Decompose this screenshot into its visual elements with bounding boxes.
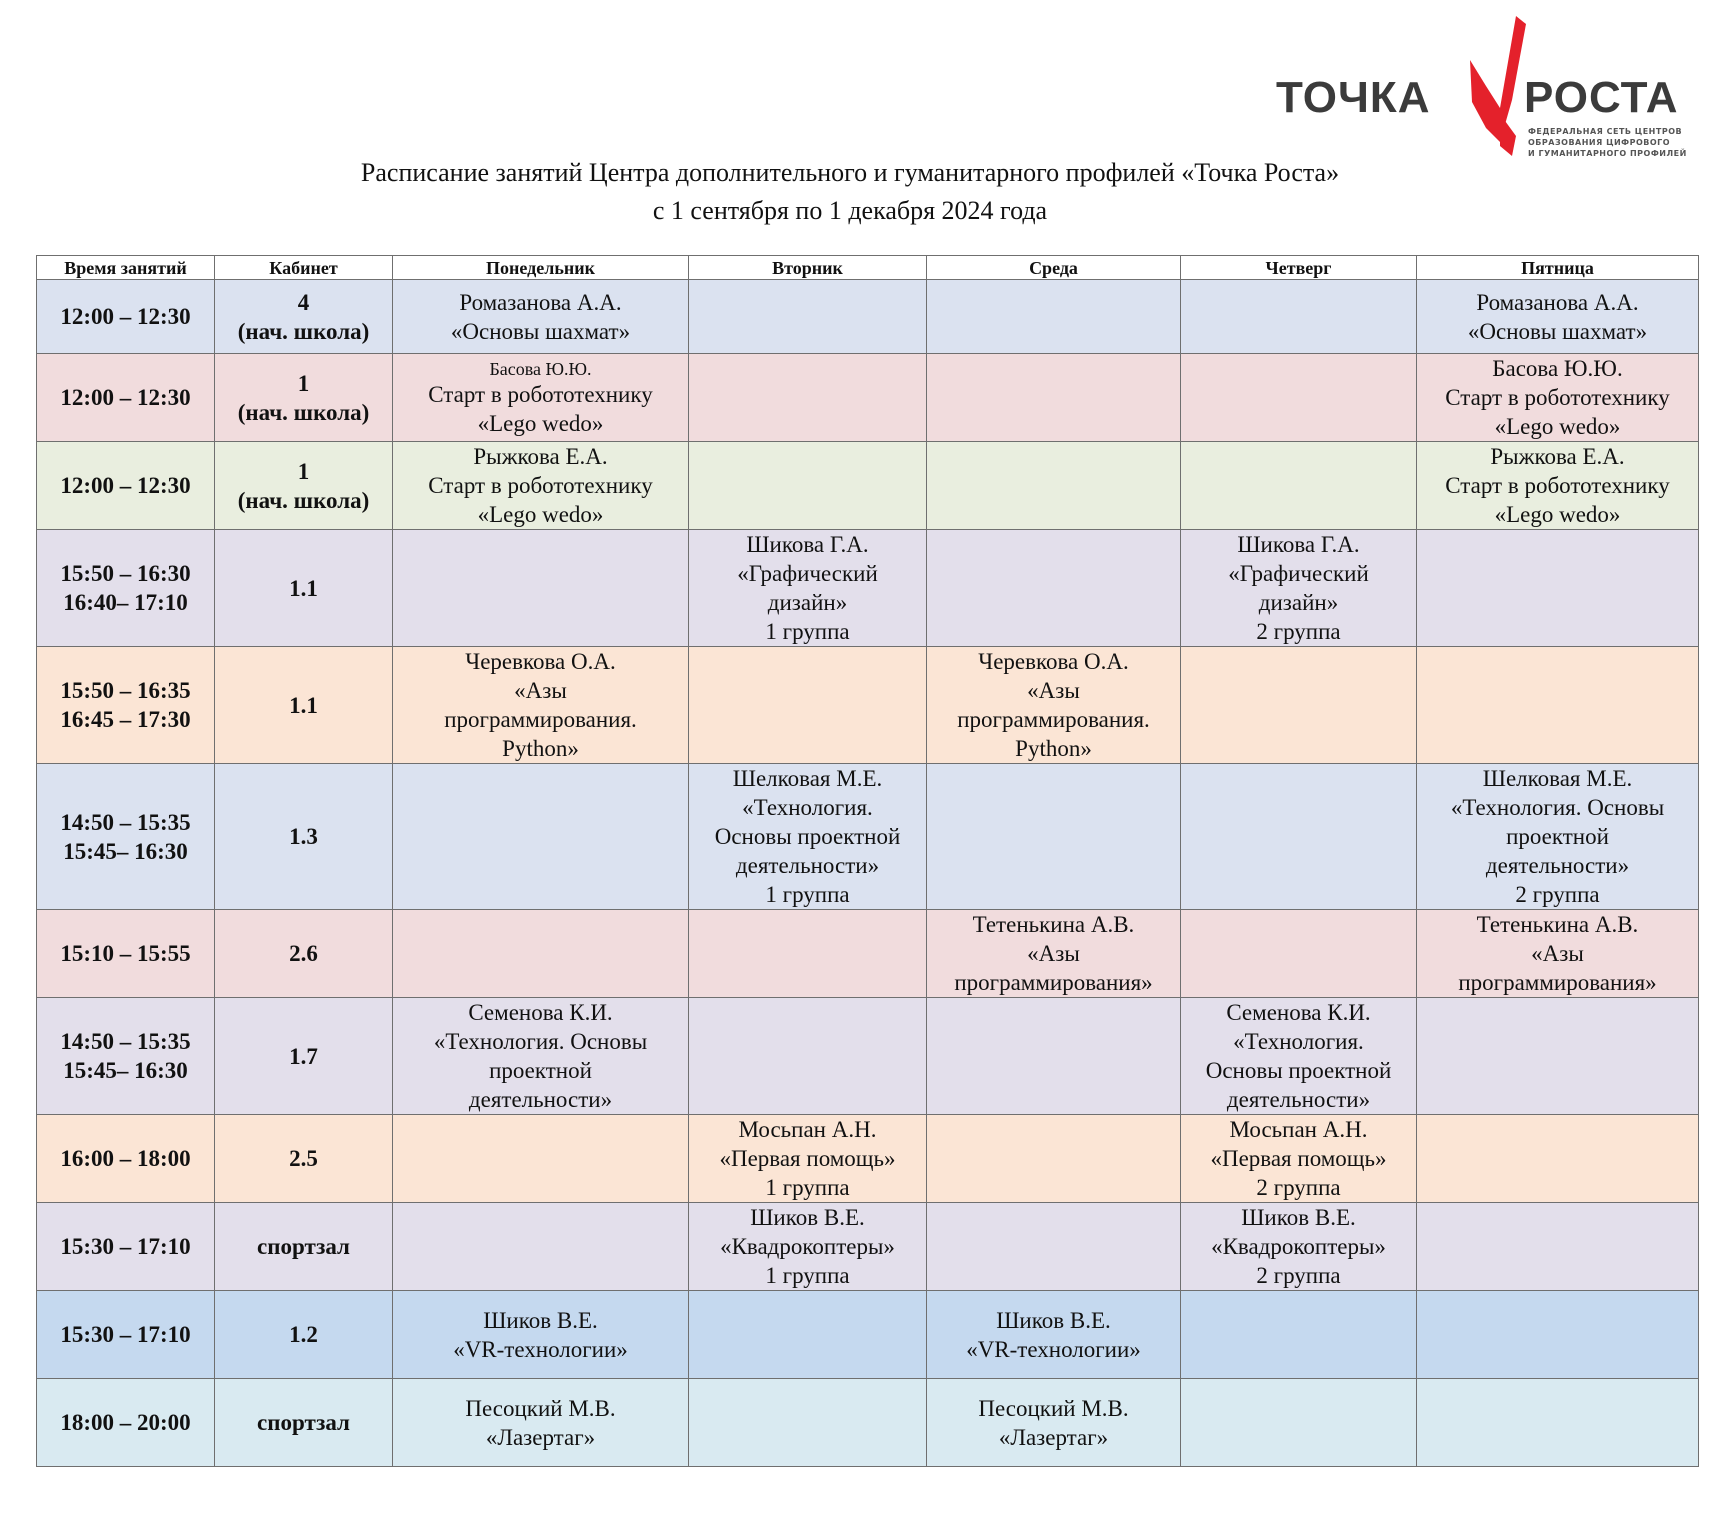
cell-tuesday [689,1203,927,1291]
cell-line: «Азы [514,678,567,703]
table-row [37,910,1699,998]
cell-line: Шиков В.Е. [750,1205,865,1230]
time-cell [37,1115,215,1203]
time-cell [37,764,215,910]
cell-line: 2 группа [1256,619,1341,644]
cell-friday [1417,530,1699,647]
cell-line: спортзал [257,1234,350,1259]
cell-line: дизайн» [1258,590,1339,615]
logo-subtitle-line: ФЕДЕРАЛЬНАЯ СЕТЬ ЦЕНТРОВ [1528,127,1683,136]
cell-line: Python» [502,736,579,761]
cell-thursday [1181,1203,1417,1291]
cell-line: 4 [297,289,310,315]
logo-subtitle-line: И ГУМАНИТАРНОГО ПРОФИЛЕЙ [1528,149,1687,158]
time-cell [37,530,215,647]
cell-line: Старт в робототехнику [1445,385,1670,410]
cell-line: «Технология. [742,795,873,820]
cell-line: Песоцкий М.В. [978,1395,1129,1421]
cell-line: «VR-технологии» [966,1336,1141,1362]
cell-line: «Основы шахмат» [450,318,631,344]
cell-line: Основы проектной [714,824,901,849]
cell-line: 15:50 – 16:30 [60,561,191,586]
cell-wednesday [927,280,1181,354]
cell-wednesday [927,354,1181,442]
cell-line: 15:45– 16:30 [63,1058,188,1083]
cell-line: деятельности» [1485,853,1630,878]
logo-subtitle-line: ОБРАЗОВАНИЯ ЦИФРОВОГО [1528,138,1671,147]
cell-wednesday [927,1203,1181,1291]
room-cell [215,647,393,764]
cell-line: «Технология. [1233,1029,1364,1054]
column-header-friday: Пятница [1417,256,1699,280]
cell-line: программирования. [957,707,1150,732]
cell-line: программирования» [1458,970,1657,995]
cell-monday [393,442,689,530]
cell-tuesday [689,910,927,998]
time-cell [37,910,215,998]
cell-line: Тетенькина А.В. [1476,912,1639,937]
column-header-tuesday: Вторник [689,256,927,280]
cell-line: 16:00 – 18:00 [60,1146,191,1171]
cell-line: Черевкова О.А. [465,649,616,674]
time-cell [37,442,215,530]
cell-monday [393,530,689,647]
cell-line: «Квадрокоптеры» [720,1234,895,1259]
cell-line: Ромазанова А.А. [1476,289,1639,315]
time-cell [37,280,215,354]
cell-line: Основы проектной [1205,1058,1392,1083]
cell-tuesday [689,647,927,764]
cell-line: 1 [297,458,310,484]
cell-line: дизайн» [767,590,848,615]
cell-wednesday [927,1115,1181,1203]
room-cell [215,442,393,530]
cell-line: 15:45– 16:30 [63,838,188,864]
cell-line: «Лазертаг» [998,1424,1109,1450]
cell-line: деятельности» [468,1087,613,1112]
cell-line: 1.7 [289,1043,318,1069]
cell-line: Шиков В.Е. [996,1307,1111,1333]
cell-wednesday [927,910,1181,998]
room-cell [215,764,393,910]
column-header-time: Время занятий [37,256,215,280]
cell-monday [393,647,689,764]
cell-line: 1 [297,370,310,396]
cell-line: 16:40– 17:10 [63,590,188,615]
cell-tuesday [689,530,927,647]
room-cell [215,1203,393,1291]
cell-line: Шиков В.Е. [1241,1205,1356,1230]
cell-line: 1.3 [289,824,318,849]
cell-thursday [1181,647,1417,764]
cell-monday [393,998,689,1115]
sprout-icon [1456,16,1528,156]
time-cell [37,1291,215,1379]
cell-line: 12:00 – 12:30 [60,473,191,498]
cell-line: Шикова Г.А. [746,532,869,557]
table-row [37,1203,1699,1291]
room-cell [215,910,393,998]
cell-thursday [1181,1379,1417,1467]
cell-line: Рыжкова Е.А. [1490,444,1625,469]
cell-line: 2 группа [1256,1175,1341,1200]
cell-line: проектной [489,1058,592,1083]
logo-word-rosta: РОСТА [1524,73,1679,122]
cell-line: «VR-технологии» [453,1336,628,1362]
cell-line: «Азы [1027,678,1080,703]
cell-thursday [1181,354,1417,442]
cell-monday [393,1203,689,1291]
cell-friday [1417,1291,1699,1379]
cell-line: (нач. школа) [237,318,370,344]
cell-wednesday [927,1291,1181,1379]
cell-monday [393,1379,689,1467]
cell-monday [393,764,689,910]
page-subtitle: с 1 сентября по 1 декабря 2024 года [652,196,1048,225]
column-header-thursday: Четверг [1181,256,1417,280]
cell-line: деятельности» [735,853,880,878]
cell-line: Песоцкий М.В. [465,1395,616,1421]
cell-line: «Технология. Основы [1450,795,1665,820]
cell-line: «Lego wedo» [477,410,604,436]
cell-line: 2.6 [289,941,318,966]
time-cell [37,1203,215,1291]
room-cell [215,354,393,442]
cell-tuesday [689,998,927,1115]
cell-line: 1 группа [765,1263,850,1288]
table-row [37,1379,1699,1467]
cell-monday [393,354,689,442]
cell-line: 14:50 – 15:35 [60,809,191,835]
room-cell [215,1379,393,1467]
cell-line: 16:45 – 17:30 [60,707,191,732]
cell-friday [1417,1203,1699,1291]
table-row [37,764,1699,910]
cell-monday [393,1291,689,1379]
cell-line: 12:00 – 12:30 [60,385,191,410]
table-row [37,354,1699,442]
time-cell [37,354,215,442]
cell-friday [1417,280,1699,354]
schedule-table [36,255,1699,1467]
cell-line: 15:30 – 17:10 [60,1322,191,1347]
cell-monday [393,1115,689,1203]
cell-line: Старт в робототехнику [1445,473,1670,498]
logo-word-tochka: ТОЧКА [1276,73,1431,122]
cell-line: «Азы [1531,941,1584,966]
cell-line: «Lego wedo» [1494,502,1621,527]
cell-line: «Технология. Основы [433,1029,648,1054]
cell-line: Старт в робототехнику [428,381,653,407]
cell-line: 14:50 – 15:35 [60,1029,191,1054]
time-cell [37,998,215,1115]
cell-line: деятельности» [1226,1087,1371,1112]
table-row [37,1291,1699,1379]
cell-thursday [1181,442,1417,530]
cell-tuesday [689,1291,927,1379]
cell-line: «Основы шахмат» [1467,318,1648,344]
cell-line: «Lego wedo» [1494,414,1621,439]
cell-thursday [1181,280,1417,354]
cell-thursday [1181,530,1417,647]
cell-thursday [1181,998,1417,1115]
cell-line: Шелковая М.Е. [732,766,883,791]
room-cell [215,1115,393,1203]
cell-line: 2 группа [1256,1263,1341,1288]
cell-line: «Квадрокоптеры» [1211,1234,1386,1259]
cell-wednesday [927,1379,1181,1467]
cell-line: Шелковая М.Е. [1482,766,1633,791]
cell-line: Семенова К.И. [1226,1000,1371,1025]
cell-line: Черевкова О.А. [978,649,1129,674]
cell-line: Тетенькина А.В. [972,912,1135,937]
cell-line: Шикова Г.А. [1237,532,1360,557]
cell-friday [1417,764,1699,910]
cell-line: «Первая помощь» [1210,1146,1387,1171]
cell-tuesday [689,1115,927,1203]
cell-thursday [1181,764,1417,910]
cell-friday [1417,442,1699,530]
room-cell [215,280,393,354]
cell-line: (нач. школа) [237,487,370,513]
time-cell [37,1379,215,1467]
time-cell [37,647,215,764]
cell-tuesday [689,280,927,354]
cell-line: Python» [1015,736,1092,761]
cell-tuesday [689,1379,927,1467]
table-row [37,1115,1699,1203]
column-header-wednesday: Среда [927,256,1181,280]
column-header-monday: Понедельник [393,256,689,280]
cell-line: Басова Ю.Ю. [1492,356,1623,381]
cell-line: 12:00 – 12:30 [60,304,191,329]
table-row [37,530,1699,647]
cell-tuesday [689,354,927,442]
schedule-body [37,280,1699,1467]
cell-wednesday [927,764,1181,910]
cell-thursday [1181,910,1417,998]
cell-line: «Азы [1027,941,1080,966]
cell-line: Семенова К.И. [468,1000,613,1025]
cell-line: 15:50 – 16:35 [60,678,191,703]
cell-line: 2.5 [289,1146,318,1171]
table-row [37,647,1699,764]
cell-friday [1417,647,1699,764]
column-header-room: Кабинет [215,256,393,280]
table-header-row [37,256,1699,280]
cell-line: «Lego wedo» [477,502,604,527]
cell-line: 2 группа [1515,882,1600,907]
cell-line: 15:10 – 15:55 [60,941,191,966]
cell-line: Шиков В.Е. [483,1307,598,1333]
cell-thursday [1181,1291,1417,1379]
cell-friday [1417,910,1699,998]
cell-line: (нач. школа) [237,399,370,425]
cell-line: 1 группа [765,619,850,644]
cell-thursday [1181,1115,1417,1203]
table-row [37,442,1699,530]
cell-line: проектной [1506,824,1609,849]
cell-line: программирования. [444,707,637,732]
cell-friday [1417,998,1699,1115]
cell-friday [1417,1115,1699,1203]
cell-line: Ромазанова А.А. [459,289,622,315]
cell-line: «Графический [1228,561,1369,586]
cell-line: спортзал [257,1410,350,1435]
room-cell [215,530,393,647]
cell-friday [1417,354,1699,442]
cell-wednesday [927,647,1181,764]
logo [1270,16,1690,166]
cell-line: 1.1 [289,575,318,601]
cell-wednesday [927,530,1181,647]
cell-line: 18:00 – 20:00 [60,1410,191,1435]
cell-line: Мосьпан А.Н. [738,1117,877,1142]
cell-line: Мосьпан А.Н. [1229,1117,1368,1142]
cell-line: 1.2 [289,1322,318,1347]
cell-wednesday [927,442,1181,530]
cell-line: «Лазертаг» [485,1424,596,1450]
table-row [37,280,1699,354]
room-cell [215,998,393,1115]
cell-line: 1 группа [765,882,850,907]
cell-monday [393,910,689,998]
cell-tuesday [689,764,927,910]
cell-line: Старт в робототехнику [428,473,653,498]
cell-friday [1417,1379,1699,1467]
cell-line: 1.1 [289,692,318,718]
cell-line: Рыжкова Е.А. [473,444,608,469]
room-cell [215,1291,393,1379]
cell-line: 15:30 – 17:10 [60,1234,191,1259]
cell-monday [393,280,689,354]
table-row [37,998,1699,1115]
cell-line: «Графический [737,561,878,586]
cell-line: 1 группа [765,1175,850,1200]
page-title: Расписание занятий Центра дополнительного и гуманитарного профилей «Точка Роста» [360,158,1340,187]
cell-tuesday [689,442,927,530]
cell-wednesday [927,998,1181,1115]
cell-line: программирования» [954,970,1153,995]
cell-line: Басова Ю.Ю. [489,358,592,379]
cell-line: «Первая помощь» [719,1146,896,1171]
